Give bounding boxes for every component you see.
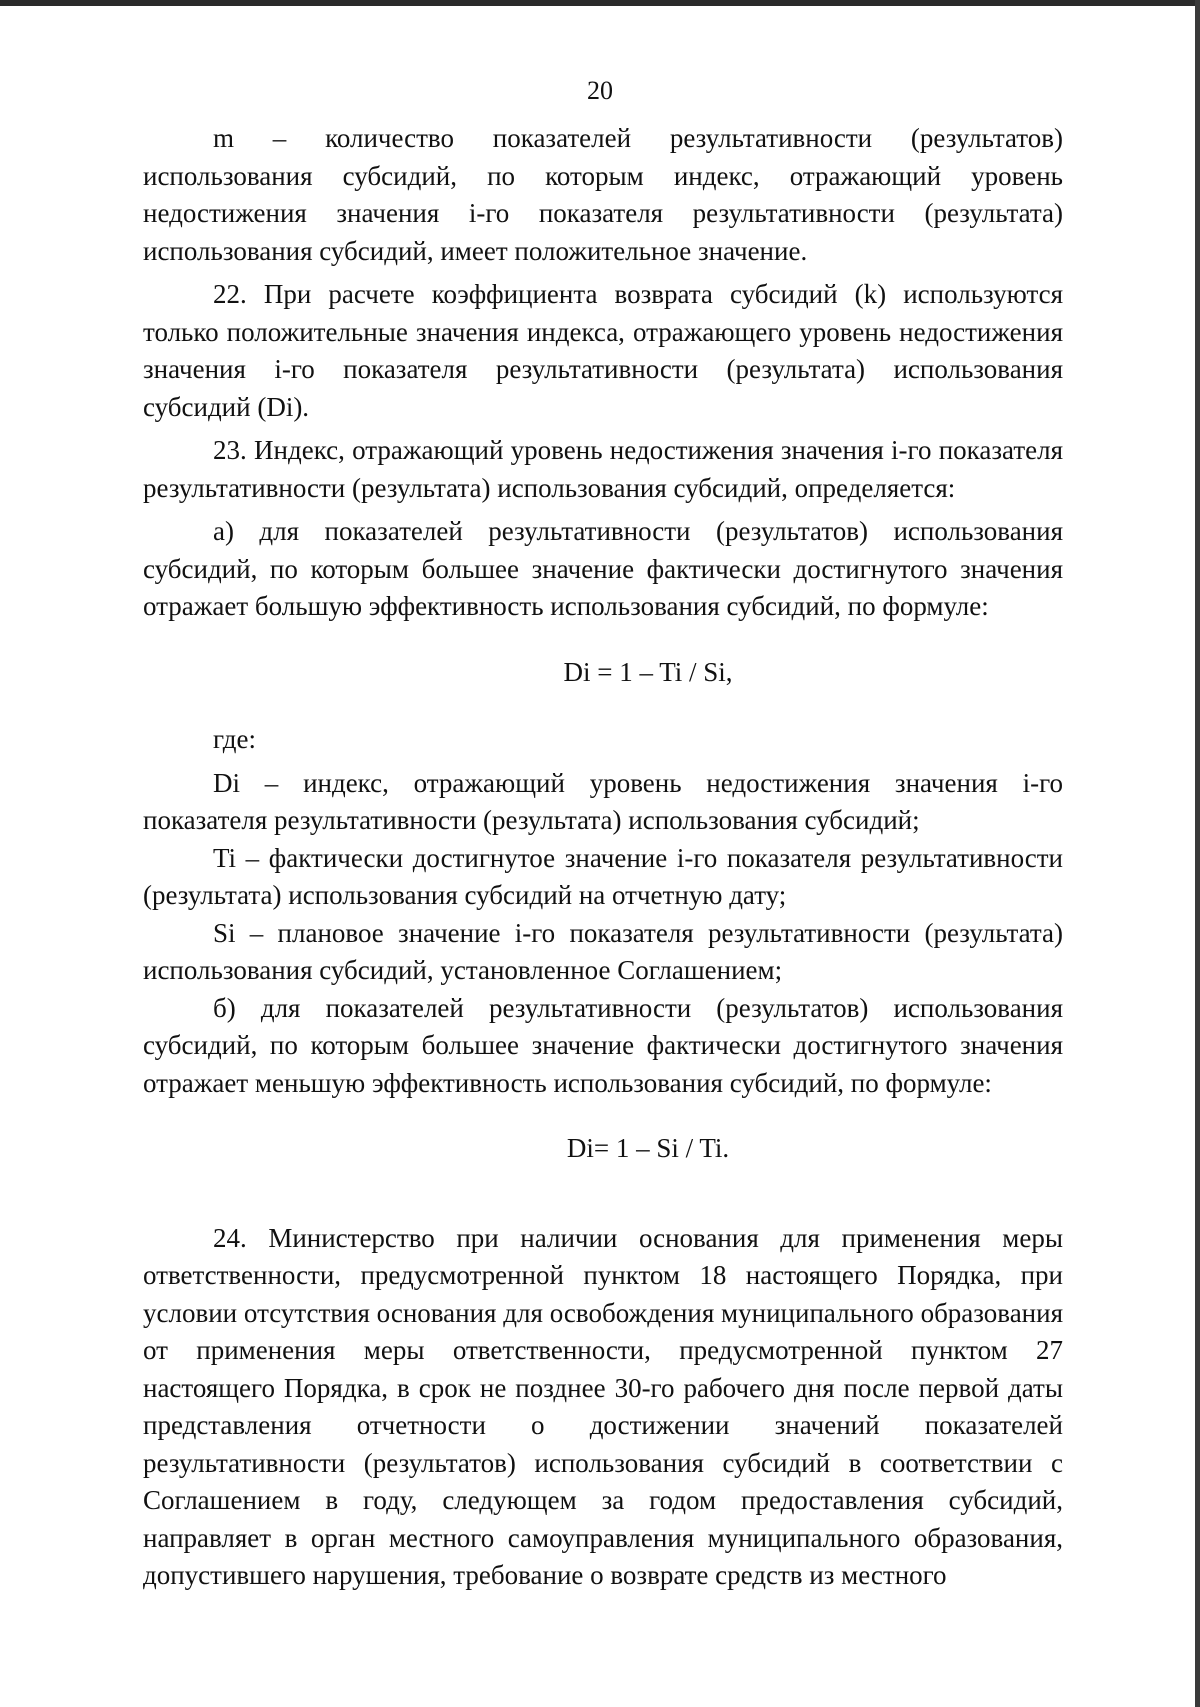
page-number: 20 [587,76,613,105]
definition-d: Di – индекс, отражающий уровень недостижения значения i-го показателя результативности (результата) использования субсидий; [143,767,1063,835]
paragraph-23: 23. Индекс, отражающий уровень недостижения значения i-го показателя результативности (результата) использования субсидий, определяется: [143,435,1063,503]
paragraph-24: 24. Министерство при наличии основания для применения меры ответственности, предусмотренной пунктом 18 настоящего Порядка, при условии отсутствия основания для освобождения муниципального образования от применения меры ответственности, предусмотренной пунктом 27 настоящего Порядка, в срок не позднее 30-го рабочего дня после первой даты представления отчетности о достижении значений показателей результативности (результатов) использования субсидий в соответствии с Соглашением в году, следующем за годом предоставления субсидий, направляет в орган местного самоуправления муниципального образования, допустившего нарушения, требование о возврате средств из местного [143,1222,1063,1590]
formula-2: Di= 1 – Si / Ti. [566,1133,730,1163]
paragraph-23a: а) для показателей результативности (результатов) использования субсидий, по которым большее значение фактически достигнутого значения отражает большую эффективность использования субсидий, по формуле: [143,516,1063,621]
where-label: где: [213,724,256,754]
definition-t: Ti – фактически достигнутое значение i-го показателя результативности (результата) использования субсидий на отчетную дату; [143,842,1063,910]
paragraph-m-definition: m – количество показателей результативности (результатов) использования субсидий, по которым индекс, отражающий уровень недостижения значения i-го показателя результативности (результата) использования субсидий, имеет положительное значение. [143,123,1063,266]
document-body [143,120,1063,1595]
scan-edge-top [0,0,1200,6]
definition-s: Si – плановое значение i-го показателя результативности (результата) использования субсидий, установленное Соглашением; [143,917,1063,985]
formula-1: Di = 1 – Ti / Si, [563,656,733,687]
paragraph-22: 22. При расчете коэффициента возврата субсидий (k) используются только положительные значения индекса, отражающего уровень недостижения значения i-го показателя результативности (результата) использования субсидий (Di). [143,279,1063,422]
scan-edge-right [1195,0,1200,1707]
paragraph-23b: б) для показателей результативности (результатов) использования субсидий, по которым большее значение фактически достигнутого значения отражает меньшую эффективность использования субсидий, по формуле: [143,992,1063,1098]
